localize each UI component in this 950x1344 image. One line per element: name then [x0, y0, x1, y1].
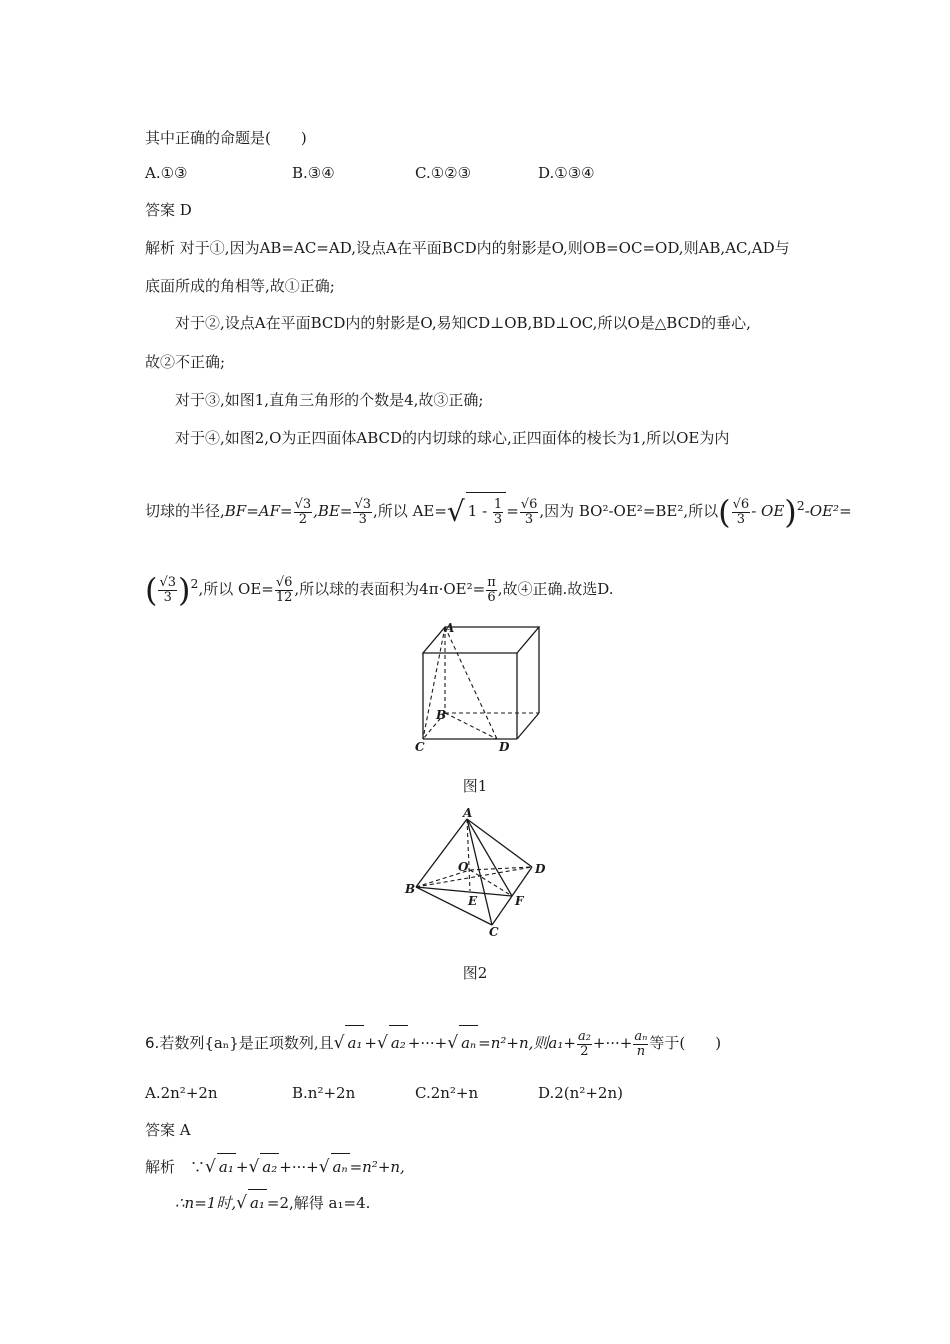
denominator: 12: [275, 589, 293, 605]
left-paren: (: [718, 493, 731, 531]
denominator: 2: [580, 1043, 589, 1059]
radicand: a₁: [248, 1189, 267, 1216]
text: +: [364, 1034, 377, 1052]
analysis-text: 对于①,因为AB=AC=AD,设点A在平面BCD内的射影是O,则OB=OC=OD,则AB,AC,AD与: [179, 239, 790, 257]
fig2-label-b: B: [405, 882, 416, 896]
exponent: 2: [190, 576, 199, 591]
denominator: 3: [493, 511, 503, 527]
sqrt-sign: √: [447, 1033, 459, 1053]
denominator: 3: [163, 589, 172, 605]
fraction: [577, 1030, 592, 1059]
fraction: [493, 498, 503, 527]
numerator: √6: [732, 496, 750, 512]
q5-analysis-line1: [145, 238, 790, 258]
q5-option-d: D.①③④: [538, 164, 595, 182]
text: ,因为 BO²-OE²=BE²,所以: [539, 502, 719, 520]
q6-stem: [145, 1025, 721, 1060]
q6-analysis-line2: [175, 1189, 370, 1216]
radicand: a₁: [345, 1025, 364, 1060]
radicand: a₂: [260, 1153, 279, 1180]
denominator: 3: [736, 511, 746, 527]
fig2-label-f: F: [515, 894, 524, 908]
fraction: [275, 576, 294, 605]
q5-analysis-line8: [145, 566, 614, 608]
q6-option-c: C.2n²+n: [415, 1084, 479, 1102]
numerator: a₂: [577, 1028, 591, 1044]
text: +: [235, 1158, 249, 1176]
q5-option-b: B.③④: [292, 164, 335, 182]
fraction: [158, 576, 177, 605]
denominator: 3: [524, 511, 534, 527]
answer-value: D: [179, 201, 192, 219]
sqrt-sign: √: [205, 1157, 216, 1177]
answer-label: 答案: [145, 201, 176, 219]
fig2-label-e: E: [468, 894, 478, 908]
text: - OE: [751, 502, 785, 520]
fraction: [633, 1030, 648, 1059]
figure-1-cube-diagram: [405, 615, 555, 760]
q5-analysis-line6: 对于④,如图2,O为正四面体ABCD的内切球的球心,正四面体的棱长为1,所以OE为内: [175, 429, 730, 447]
text: ,所以球的表面积为4π·OE²=: [294, 580, 486, 598]
radicand: aₙ: [459, 1025, 478, 1060]
sqrt-sign: √: [248, 1157, 260, 1177]
text: ,故④正确.故选D.: [497, 580, 614, 598]
fraction: [732, 498, 751, 527]
fraction: [520, 498, 539, 527]
radicand: aₙ: [331, 1153, 350, 1180]
numerator: √6: [275, 574, 293, 590]
text: =n²+n,: [349, 1158, 405, 1176]
denominator: 2: [298, 511, 308, 527]
fig2-label-a: A: [463, 806, 473, 820]
sqrt-sign: √: [236, 1193, 247, 1213]
denominator: 3: [358, 511, 367, 527]
text: +···+: [407, 1034, 448, 1052]
q5-answer: [145, 200, 192, 220]
text: 切球的半径,: [145, 502, 225, 520]
text: 若数列{aₙ}是正项数列,且: [159, 1034, 334, 1052]
right-paren: ): [178, 571, 191, 609]
analysis-label: 解析: [145, 1158, 176, 1176]
left-paren: (: [145, 571, 158, 609]
numerator: π: [487, 574, 496, 590]
figure-2-tetrahedron-diagram: [400, 805, 555, 940]
q5-analysis-line4: 故②不正确;: [145, 353, 226, 371]
q5-stem: 其中正确的命题是( ): [145, 129, 307, 147]
denominator: n: [636, 1043, 646, 1059]
text: 1 -: [467, 502, 492, 520]
fig1-label-b: B: [436, 708, 447, 722]
text: +···+: [279, 1158, 319, 1176]
q6-option-b: B.n²+2n: [292, 1084, 356, 1102]
fraction: [353, 498, 372, 527]
text: ∴n=1时,: [175, 1194, 237, 1212]
text: 等于( ): [649, 1034, 722, 1052]
q6-option-d: D.2(n²+2n): [538, 1084, 623, 1102]
answer-label: 答案: [145, 1121, 176, 1139]
right-paren: ): [784, 493, 797, 531]
fig2-label-d: D: [535, 862, 546, 876]
fig1-label-a: A: [445, 621, 455, 635]
denominator: 6: [487, 589, 496, 605]
radicand: [466, 492, 506, 529]
fig1-label-c: C: [415, 740, 425, 754]
q5-analysis-line2: 底面所成的角相等,故①正确;: [145, 277, 335, 295]
numerator: √6: [520, 496, 538, 512]
fig1-label-d: D: [499, 740, 510, 754]
fraction: [486, 576, 497, 605]
q6-analysis-line1: [145, 1153, 405, 1180]
fig2-label-o: O: [458, 860, 469, 874]
text: ∵: [190, 1158, 206, 1176]
sqrt-sign: √: [318, 1157, 330, 1177]
question-number: 6.: [145, 1034, 160, 1052]
sqrt-sign: √: [333, 1033, 345, 1053]
answer-value: A: [179, 1121, 191, 1139]
q5-analysis-line3: 对于②,设点A在平面BCD内的射影是O,易知CD⊥OB,BD⊥OC,所以O是△BCD的垂心,: [175, 314, 751, 332]
numerator: √3: [354, 496, 372, 512]
figure-2-caption: 图2: [462, 964, 488, 982]
figure-1-caption: 图1: [462, 777, 488, 795]
q5-analysis-line5: 对于③,如图1,直角三角形的个数是4,故③正确;: [175, 391, 484, 409]
fig2-label-c: C: [489, 925, 499, 939]
fraction: [294, 498, 313, 527]
radicand: a₂: [389, 1025, 408, 1060]
analysis-label: 解析: [145, 239, 176, 257]
numerator: √3: [159, 574, 177, 590]
sqrt-sign: √: [377, 1033, 388, 1053]
text: ,BE=: [313, 502, 353, 520]
numerator: aₙ: [634, 1028, 648, 1044]
radicand: a₁: [217, 1153, 236, 1180]
q5-option-c: C.①②③: [415, 164, 472, 182]
q6-answer: [145, 1120, 191, 1140]
text: =n²+n,则: [478, 1034, 549, 1052]
sqrt-sign: √: [446, 495, 465, 528]
q5-option-a: A.①③: [145, 164, 188, 182]
q5-analysis-line7: [145, 488, 852, 530]
text: =2,解得 a₁=4.: [266, 1194, 371, 1212]
text: =: [506, 502, 519, 520]
text: +···+: [592, 1034, 633, 1052]
text: ,所以 AE=: [373, 502, 447, 520]
text: a₁: [548, 1034, 564, 1052]
text: ,所以 OE=: [198, 580, 274, 598]
text: -OE²=: [804, 502, 852, 520]
text: +: [563, 1034, 576, 1052]
exponent: 2: [796, 498, 805, 513]
numerator: 1: [493, 496, 503, 512]
text: BF=AF=: [224, 502, 293, 520]
q6-option-a: A.2n²+2n: [145, 1084, 218, 1102]
numerator: √3: [294, 496, 312, 512]
